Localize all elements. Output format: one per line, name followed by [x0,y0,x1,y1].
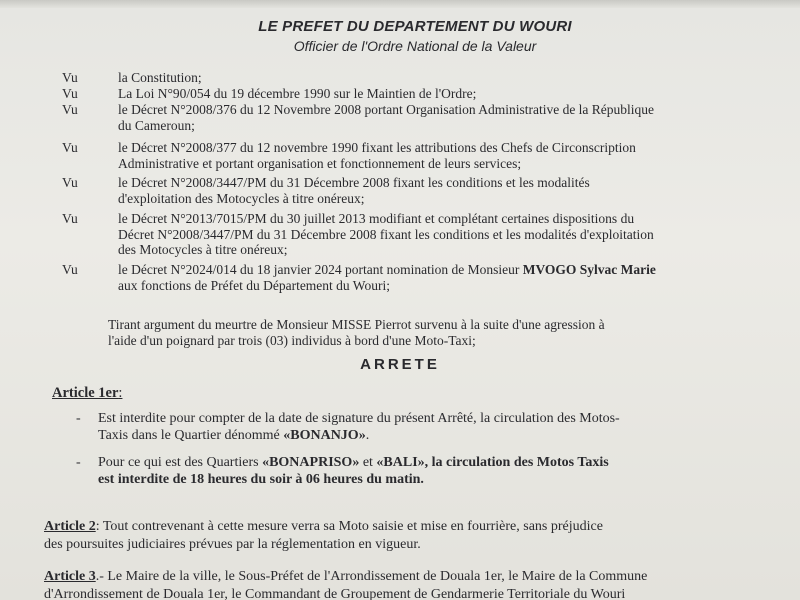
considering-line: Tirant argument du meurtre de Monsieur MISSE Pierrot survenu à la suite d'une agression à [108,317,605,332]
vu-text [118,140,772,171]
article-2-paragraph [44,518,786,554]
vu-label: Vu [62,86,78,101]
prefect-subtitle: Officier de l'Ordre National de la Valeur [293,38,537,54]
considering-paragraph [108,317,772,348]
vu-text-line: des Motocycles à titre onéreux; [118,242,288,257]
article-2-heading: Article 2 [44,519,96,534]
bullet-text: et [359,455,377,470]
article-3-paragraph [44,568,786,600]
bullet-dash: - [76,411,81,426]
bullet-text: Est interdite pour compter de la date de signature du présent Arrêté, la circulation des Motos- [98,411,620,426]
article-2-text: des poursuites judiciaires prévues par la réglementation en vigueur. [44,537,421,552]
vu-text-line: le Décret N°2008/3447/PM du 31 Décembre 2008 fixant les conditions et les modalités [118,175,590,190]
vu-label: Vu [62,102,78,117]
vu-label: Vu [62,211,78,226]
vu-text: la Constitution; [118,70,202,85]
bullet-text: Taxis dans le Quartier dénommé [98,428,284,443]
curfew-text: est interdite de 18 heures du soir à 06 heures du matin. [98,472,424,487]
vu-text-line: Administrative et portant organisation et fonctionnement de leurs services; [118,155,522,171]
vu-text: La Loi N°90/054 du 19 décembre 1990 sur le Maintien de l'Ordre; [118,86,477,101]
vu-text-line: d'exploitation des Motocycles à titre onéreux; [118,190,365,206]
vu-text-line: Décret N°2008/3447/PM du 31 Décembre 2008 fixant les conditions et les modalités d'exploitation [118,226,654,242]
vu-label: Vu [62,262,78,277]
article-1-bullet [98,410,770,444]
article-1-heading [52,385,122,402]
article-2-text: : Tout contrevenant à cette mesure verra sa Moto saisie et mise en fourrière, sans préjudice [95,519,603,534]
vu-label: Vu [62,175,78,190]
vu-text-line: le Décret N°2013/7015/PM du 30 juillet 2013 modifiant et complétant certaines dispositions du [118,211,635,226]
prefect-title: LE PREFET DU DEPARTEMENT DU WOURI [258,18,572,35]
considering-line: l'aide d'un poignard par trois (03) individus à bord d'une Moto-Taxi; [108,332,476,348]
bonapriso-label: «BONAPRISO» [262,455,360,470]
page-top-edge [0,0,800,8]
vu-text [118,175,772,206]
article-3-text: .- Le Maire de la ville, le Sous-Préfet de l'Arrondissement de Douala 1er, le Maire de la Commune [95,569,648,584]
bali-label: «BALI», la circulation des Motos Taxis [376,455,609,470]
vu-text [118,262,772,293]
article-1-label: Article 1er [52,385,119,401]
vu-label: Vu [62,70,78,85]
vu-text-line: du Cameroun; [118,117,195,133]
vu-text-line: aux fonctions de Préfet du Département du Wouri; [118,277,390,293]
bonanjo-label: «BONANJO» [283,428,366,443]
article-1-bullet [98,454,770,488]
article-3-text: d'Arrondissement de Douala 1er, le Commandant de Groupement de Gendarmerie Territoriale du Wouri [44,587,626,600]
bullet-text: . [365,428,370,443]
bullet-dash: - [76,455,81,470]
arrete-heading: ARRETE [360,356,440,373]
vu-text-line: le Décret N°2008/377 du 12 novembre 1990 fixant les attributions des Chefs de Circonscription [118,140,636,155]
vu-text-line: le Décret N°2024/014 du 18 janvier 2024 portant nomination de Monsieur [118,262,523,277]
article-3-heading: Article 3 [44,569,96,584]
vu-text [118,211,772,258]
bullet-text: Pour ce qui est des Quartiers [98,455,263,470]
vu-text [118,102,772,133]
vu-label: Vu [62,140,78,155]
article-1-colon: : [118,385,123,401]
prefect-name: MVOGO Sylvac Marie [522,262,656,277]
vu-text-line: le Décret N°2008/376 du 12 Novembre 2008 portant Organisation Administrative de la République [118,102,655,117]
document-header [0,18,800,54]
